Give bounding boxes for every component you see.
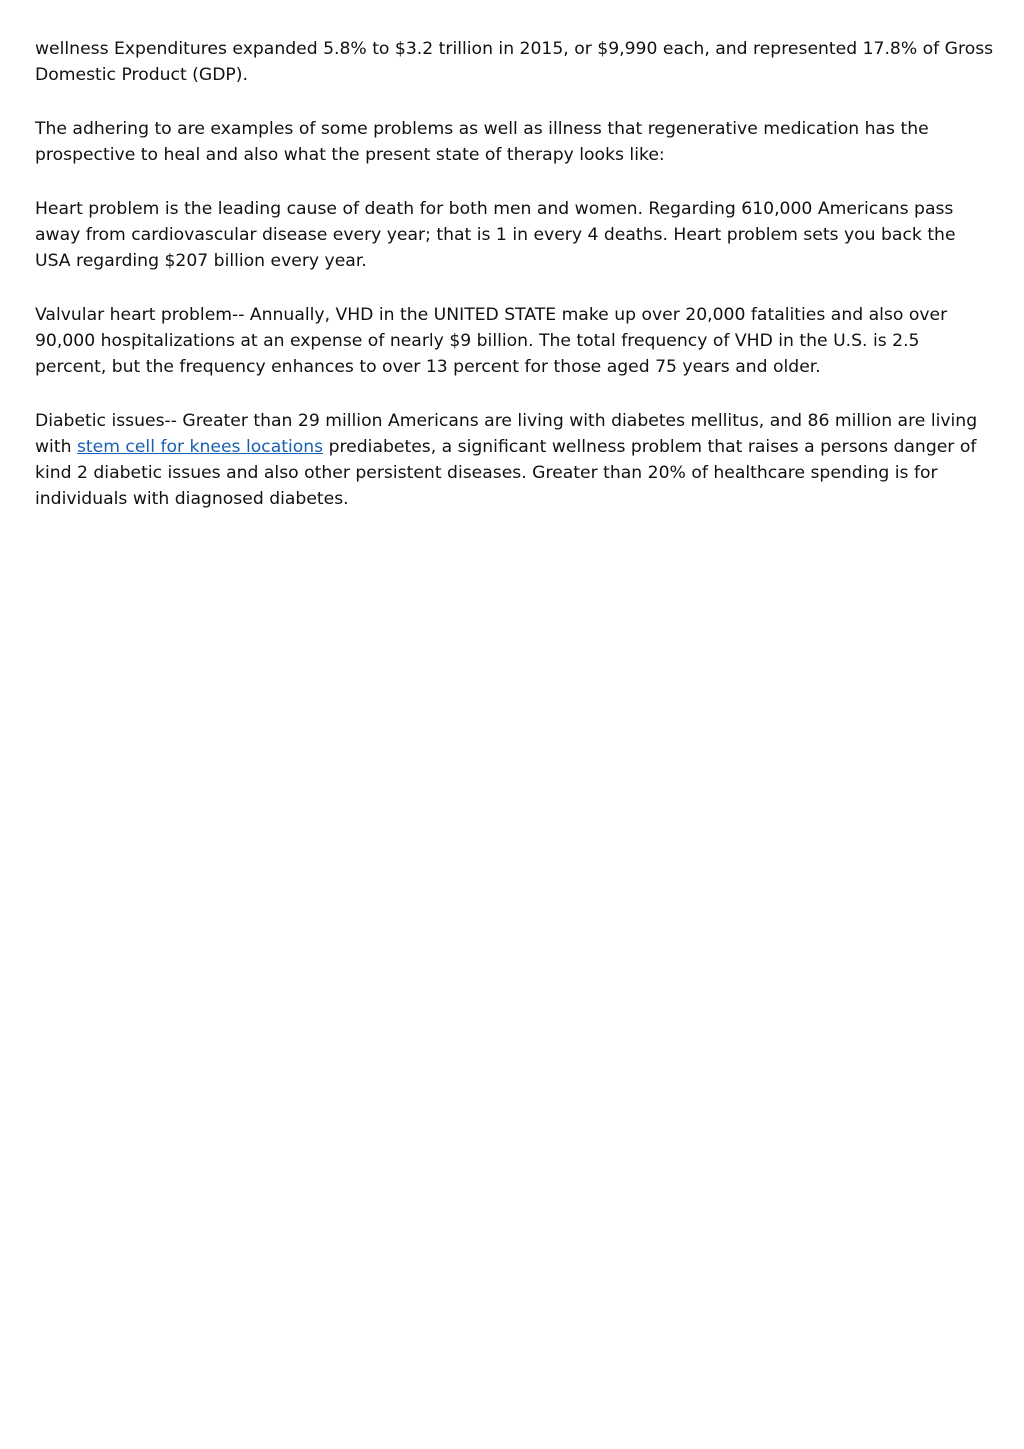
paragraph-diabetic-issues-text-start: Diabetic issues-- Greater than 29 million Americans are living with diabetes mellitus, and 86 million are living with — [35, 411, 978, 457]
stem-cell-knees-link[interactable]: stem cell for knees locations — [76, 437, 324, 457]
paragraph-heart-problem: Heart problem is the leading cause of death for both men and women. Regarding 610,000 Americans pass away from cardiovascular disease every year; that is 1 in every 4 deaths. Heart problem sets you back the USA regarding $207 billion every year. — [35, 199, 956, 271]
paragraph-examples-intro: The adhering to are examples of some problems as well as illness that regenerative medication has the prospective to heal and also what the present state of therapy looks like: — [35, 119, 929, 165]
paragraph-diabetic-issues-text-end: prediabetes, a significant wellness problem that raises a persons danger of kind 2 diabetic issues and also other persistent diseases. Greater than 20% of healthcare spending is for individuals with diagnosed diabetes. — [35, 437, 977, 509]
paragraph-expenditures: wellness Expenditures expanded 5.8% to $3.2 trillion in 2015, or $9,990 each, and represented 17.8% of Gross Domestic Product (GDP). — [35, 39, 994, 85]
paragraph-valvular-heart-problem: Valvular heart problem-- Annually, VHD in the UNITED STATE make up over 20,000 fatalities and also over 90,000 hospitalizations at an expense of nearly $9 billion. The total frequency of VHD in the U.S. is 2.5 percent, but the frequency enhances to over 13 percent for those aged 75 years and older. — [35, 305, 948, 377]
document-page — [35, 36, 995, 540]
paragraph-diabetic-issues — [35, 408, 995, 512]
